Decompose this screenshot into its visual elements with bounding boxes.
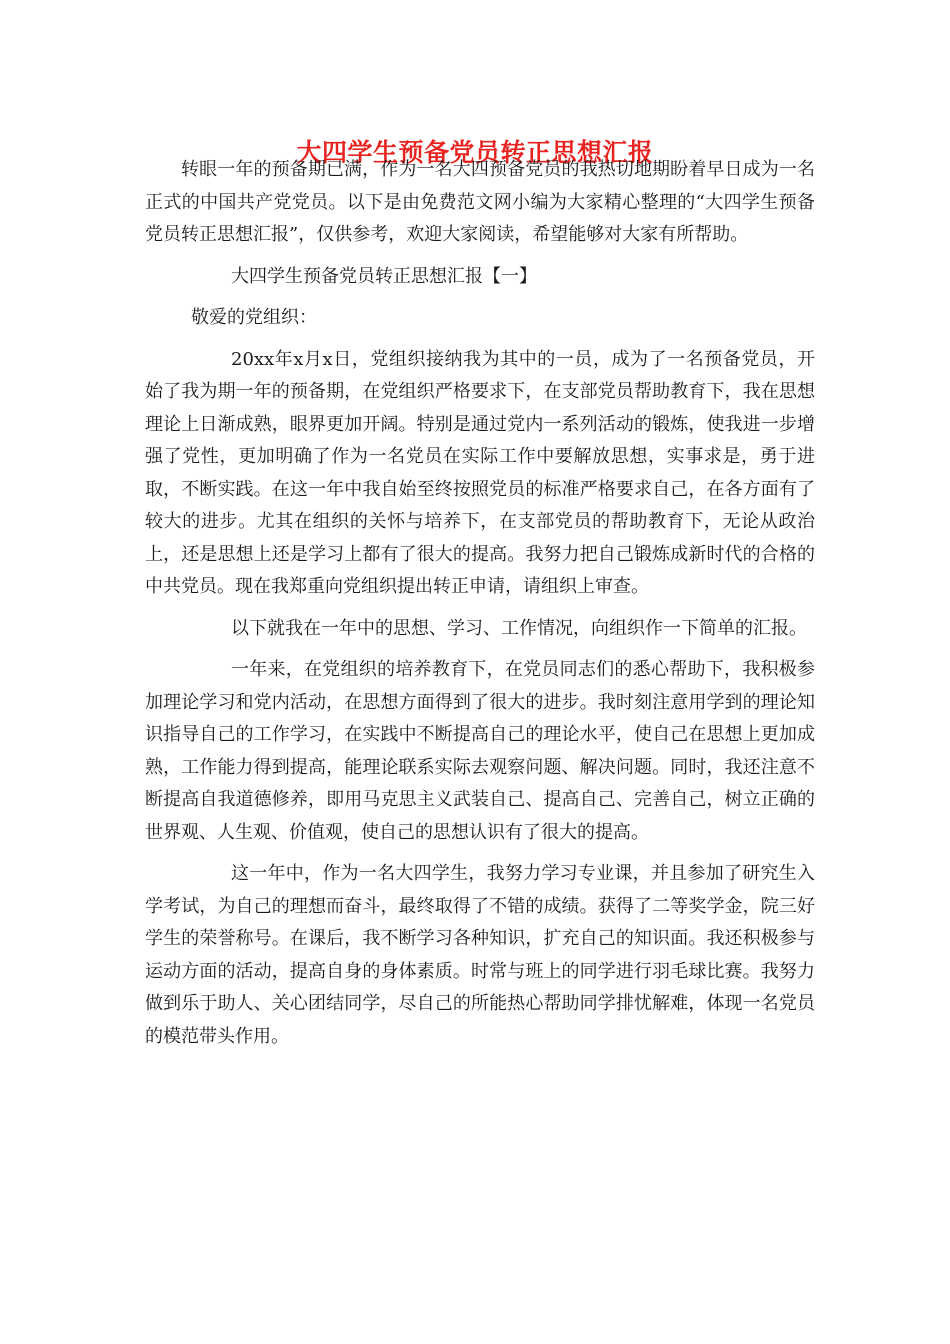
body-paragraph-3: 一年来，在党组织的培养教育下，在党员同志们的悉心帮助下，我积极参加理论学习和党内活动，在思想方面得到了很大的进步。我时刻注意用学到的理论知识指导自己的工作学习，在实践中不断提高自己的理论水平，使自己在思想上更加成熟，工作能力得到提高，能理论联系实际去观察问题、解决问题。同时，我还注意不断提高自我道德修养，即用马克思主义武装自己、提高自己、完善自己，树立正确的世界观、人生观、价值观，使自己的思想认识有了很大的提高。 [145,659,815,843]
body-paragraph-4: 这一年中，作为一名大四学生，我努力学习专业课，并且参加了研究生入学考试，为自己的理想而奋斗，最终取得了不错的成绩。获得了二等奖学金，院三好学生的荣誉称号。在课后，我不断学习各种知识，扩充自己的知识面。我还积极参与运动方面的活动，提高自身的身体素质。时常与班上的同学进行羽毛球比赛。我努力做到乐于助人、关心团结同学，尽自己的所能热心帮助同学排忧解难，体现一名党员的模范带头作用。 [145,863,815,1047]
document-title: 大四学生预备党员转正思想汇报 [296,137,654,167]
document-body [145,154,815,1053]
body-paragraph-2: 以下就我在一年中的思想、学习、工作情况，向组织作一下简单的汇报。 [231,617,807,639]
salutation: 敬爱的党组织： [191,307,317,328]
intro-paragraph: 转眼一年的预备期已满，作为一名大四预备党员的我热切地期盼着早日成为一名正式的中国共产党党员。以下是由免费范文网小编为大家精心整理的“大四学生预备党员转正思想汇报”，仅供参考，欢迎大家阅读，希望能够对大家有所帮助。 [145,159,815,245]
body-paragraph-1: 20xx年x月x日，党组织接纳我为其中的一员，成为了一名预备党员，开始了我为期一年的预备期，在党组织严格要求下，在支部党员帮助教育下，我在思想理论上日渐成熟，眼界更加开阔。特别是通过党内一系列活动的锻炼，使我进一步增强了党性，更加明确了作为一名党员在实际工作中要解放思想，实事求是，勇于进取，不断实践。在这一年中我自始至终按照党员的标准严格要求自己，在各方面有了较大的进步。尤其在组织的关怀与培养下，在支部党员的帮助教育下，无论从政治上，还是思想上还是学习上都有了很大的提高。我努力把自己锻炼成新时代的合格的中共党员。现在我郑重向党组织提出转正申请，请组织上审查。 [145,348,815,597]
section-title: 大四学生预备党员转正思想汇报【一】 [231,265,537,287]
